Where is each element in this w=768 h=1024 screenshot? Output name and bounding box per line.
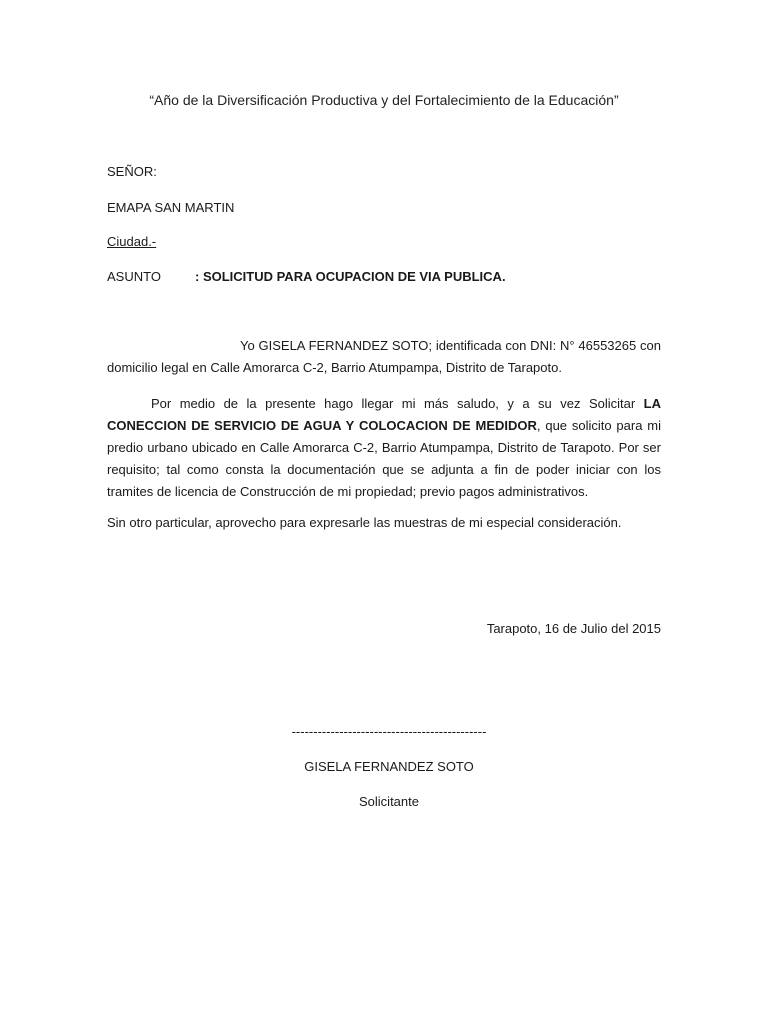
recipient-city: Ciudad.- bbox=[107, 234, 157, 249]
paragraph-identification-text: Yo GISELA FERNANDEZ SOTO; identificada con DNI: N° 46553265 con domicilio legal en Calle Amorarca C-2, Barrio Atumpampa, Distrito de Tarapoto. bbox=[107, 338, 661, 375]
paragraph-request-text-start: Por medio de la presente hago llegar mi más saludo, y a su vez Solicitar bbox=[151, 396, 644, 411]
signature-line: --------------------------------------------- bbox=[291, 724, 487, 739]
year-motto: “Año de la Diversificación Productiva y del Fortalecimiento de la Educación” bbox=[149, 92, 619, 108]
salutation: SEÑOR: bbox=[107, 164, 157, 179]
paragraph-closing: Sin otro particular, aprovecho para expresarle las muestras de mi especial consideración. bbox=[107, 515, 622, 530]
recipient-entity: EMAPA SAN MARTIN bbox=[107, 200, 235, 215]
signer-role: Solicitante bbox=[359, 794, 419, 809]
paragraph-request-highlight: LA CONECCION DE SERVICIO DE AGUA Y COLOCACION DE MEDIDOR bbox=[107, 396, 661, 433]
paragraph-request bbox=[107, 393, 661, 503]
subject-line bbox=[107, 269, 506, 284]
signer-name: GISELA FERNANDEZ SOTO bbox=[304, 759, 474, 774]
subject-label: ASUNTO bbox=[107, 269, 161, 284]
date-line: Tarapoto, 16 de Julio del 2015 bbox=[486, 621, 661, 636]
paragraph-request-text-end: , que solicito para mi predio urbano ubicado en Calle Amorarca C-2, Barrio Atumpampa, Distrito de Tarapoto. Por ser requisito; tal como consta la documentación que se adjunta a fin de poder iniciar con los tramites de licencia de Construcción de mi propiedad; previo pagos administrativos. bbox=[107, 418, 661, 499]
paragraph-identification bbox=[107, 335, 661, 379]
subject-text: : SOLICITUD PARA OCUPACION DE VIA PUBLICA. bbox=[195, 269, 506, 284]
